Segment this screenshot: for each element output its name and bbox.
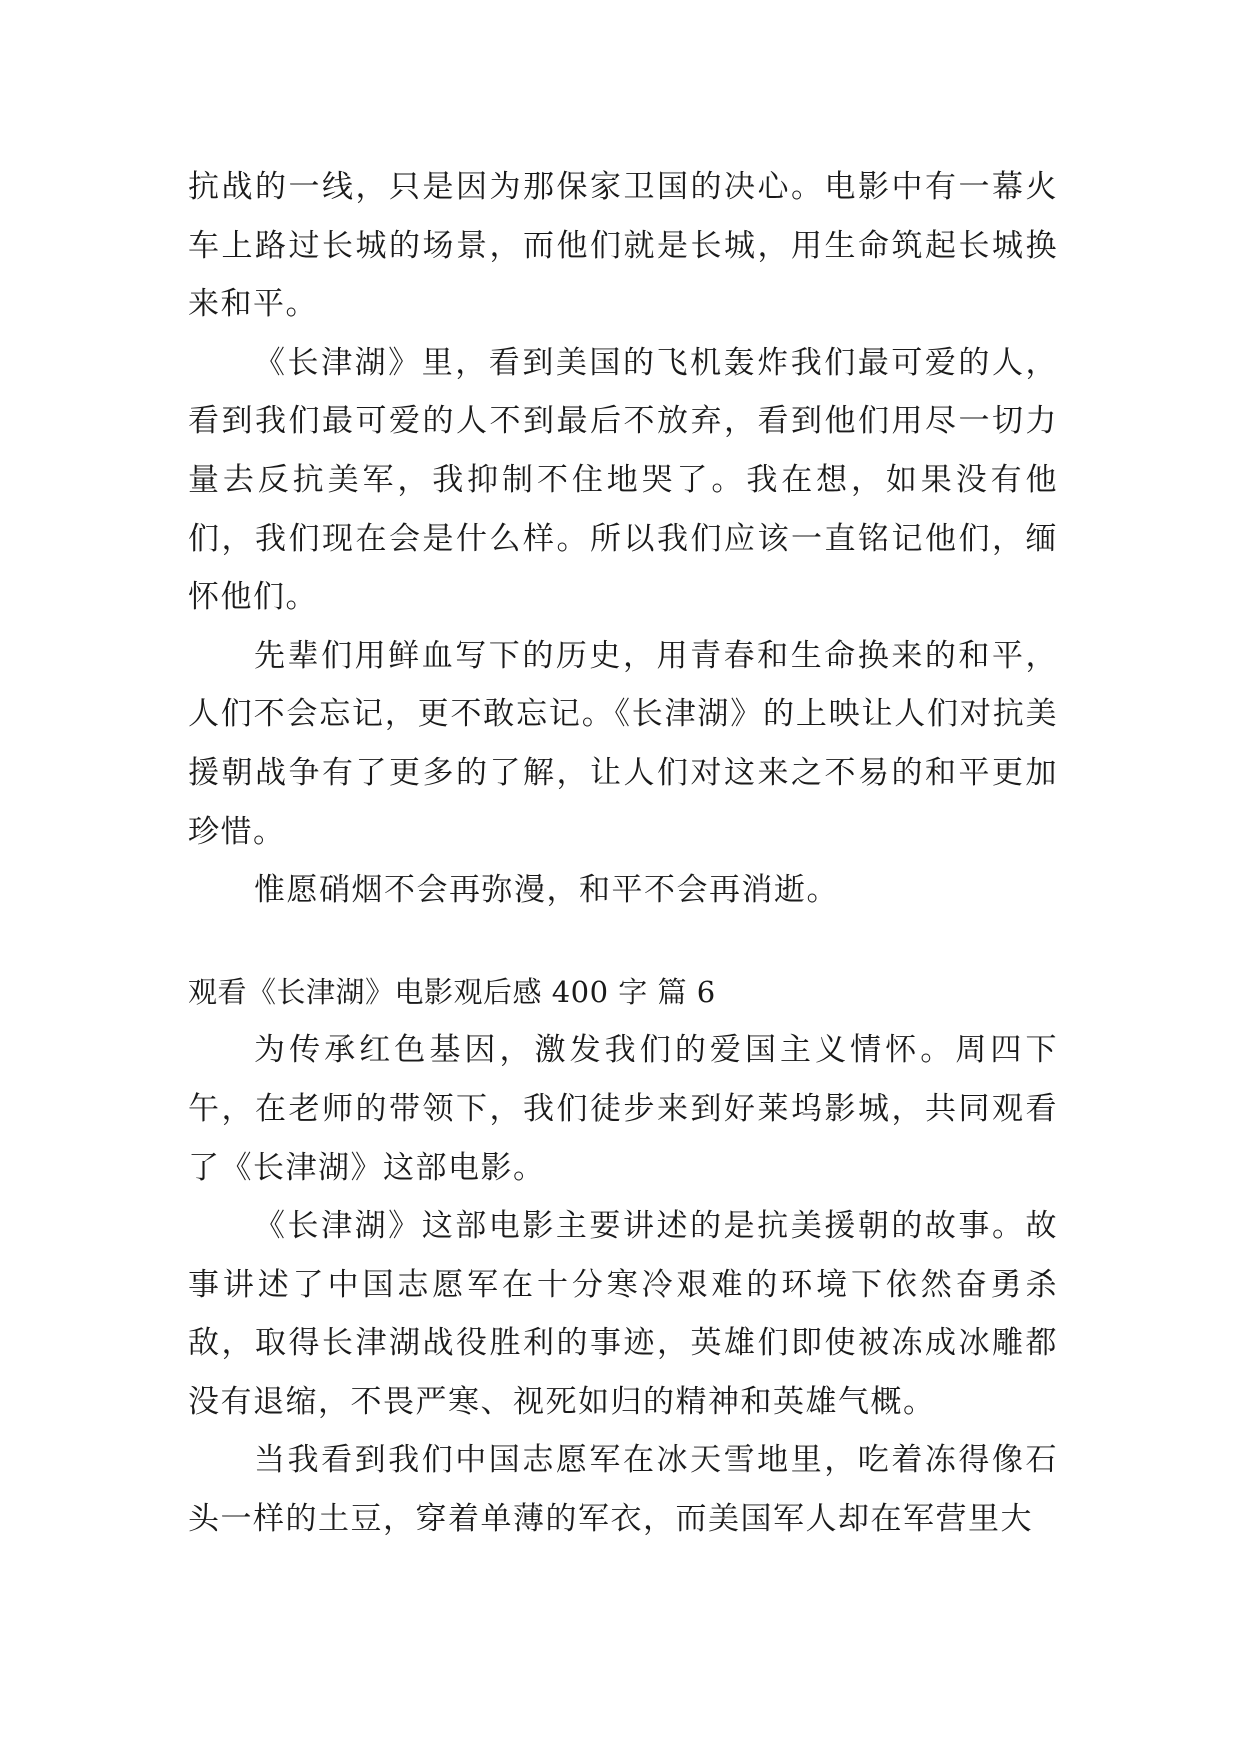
paragraph-5: 为传承红色基因，激发我们的爱国主义情怀。周四下午，在老师的带领下，我们徒步来到好莱坞影城，共同观看了《长津湖》这部电影。: [188, 1032, 1058, 1186]
document-page: [188, 158, 1058, 1549]
paragraph-2: 《长津湖》里，看到美国的飞机轰炸我们最可爱的人，看到我们最可爱的人不到最后不放弃，看到他们用尽一切力量去反抗美军，我抑制不住地哭了。我在想，如果没有他们，我们现在会是什么样。所以我们应该一直铭记他们，缅怀他们。: [188, 344, 1058, 616]
paragraph-4: 惟愿硝烟不会再弥漫，和平不会再消逝。: [254, 872, 839, 909]
paragraph-3: 先辈们用鲜血写下的历史，用青春和生命换来的和平，人们不会忘记，更不敢忘记。《长津湖》的上映让人们对抗美援朝战争有了更多的了解，让人们对这来之不易的和平更加珍惜。: [188, 637, 1058, 850]
section-heading: 观看《长津湖》电影观后感 400 字 篇 6: [188, 974, 716, 1009]
paragraph-7: 当我看到我们中国志愿军在冰天雪地里，吃着冻得像石头一样的土豆，穿着单薄的军衣，而美国军人却在军营里大: [188, 1442, 1058, 1538]
paragraph-6: 《长津湖》这部电影主要讲述的是抗美援朝的故事。故事讲述了中国志愿军在十分寒冷艰难的环境下依然奋勇杀敌，取得长津湖战役胜利的事迹，英雄们即使被冻成冰雕都没有退缩，不畏严寒、视死如归的精神和英雄气概。: [188, 1208, 1058, 1420]
paragraph-1: 抗战的一线，只是因为那保家卫国的决心。电影中有一幕火车上路过长城的场景，而他们就是长城，用生命筑起长城换来和平。: [188, 169, 1058, 323]
